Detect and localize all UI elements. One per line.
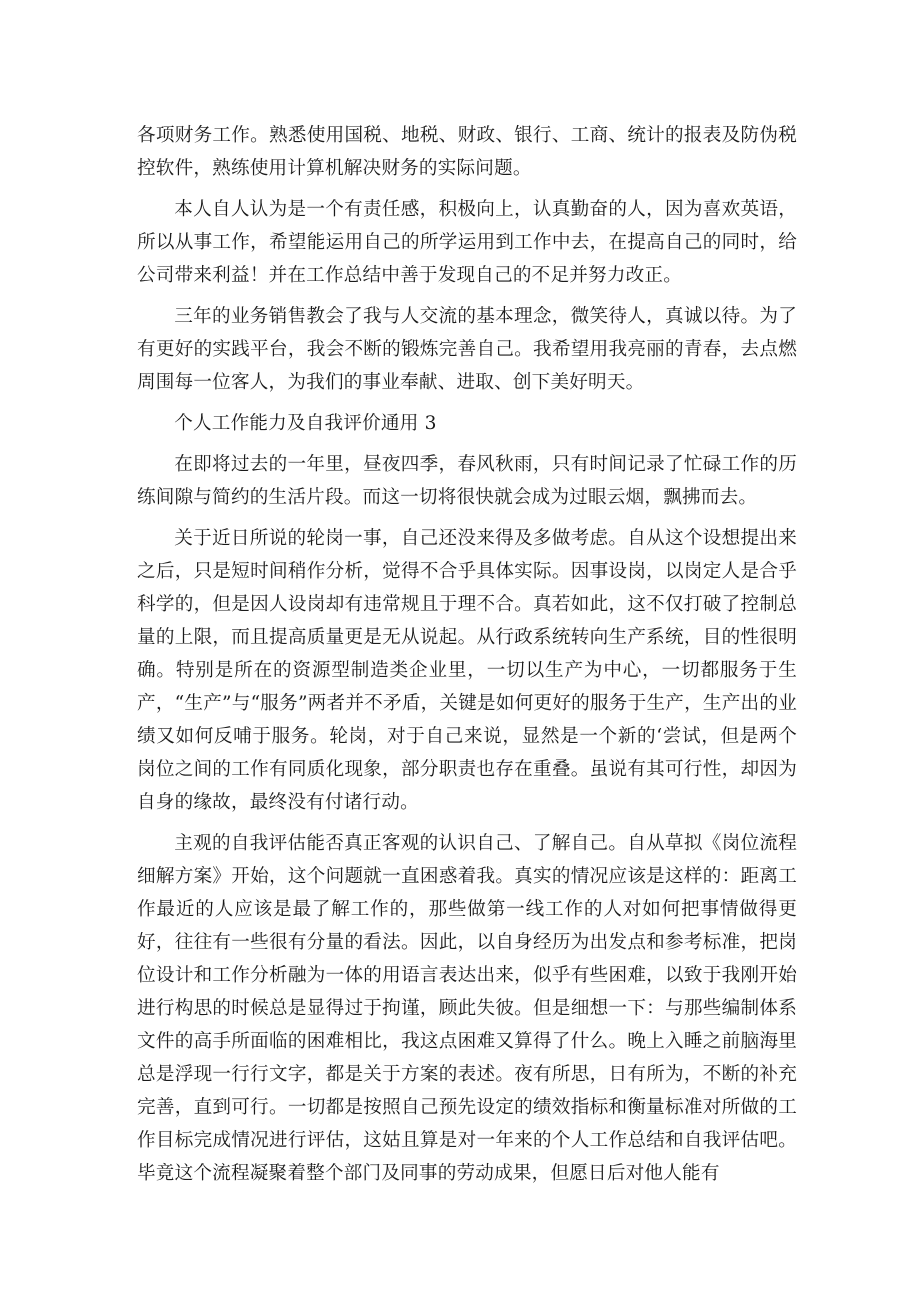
paragraph-year-review: 在即将过去的一年里，昼夜四季，春风秋雨，只有时间记录了忙碌工作的历练间隙与简约的生活片段。而这一切将很快就会成为过眼云烟，飘拂而去。: [137, 454, 797, 508]
paragraph-self-evaluation: 主观的自我评估能否真正客观的认识自己、了解自己。自从草拟《岗位流程细解方案》开始，这个问题就一直困惑着我。真实的情况应该是这样的：距离工作最近的人应该是最了解工作的，那些做第一线工作的人对如何把事情做得更好，往往有一些很有分量的看法。因此，以自身经历为出发点和参考标准，把岗位设计和工作分析融为一体的用语言表达出来，似乎有些困难，以致于我刚开始进行构思的时候总是显得过于拘谨，顾此失彼。但是细想一下：与那些编制体系文件的高手所面临的困难相比，我这点困难又算得了什么。晚上入睡之前脑海里总是浮现一行行文字，都是关于方案的表述。夜有所思，日有所为，不断的补充完善，直到可行。一切都是按照自己预先设定的绩效指标和衡量标准对所做的工作目标完成情况进行评估，这姑且算是对一年来的个人工作总结和自我评估吧。毕竟这个流程凝聚着整个部门及同事的劳动成果，但愿日后对他人能有: [137, 833, 797, 1184]
paragraph-continued: 各项财务工作。熟悉使用国税、地税、财政、银行、工商、统计的报表及防伪税控软件，熟练使用计算机解决财务的实际问题。: [137, 125, 797, 179]
document-body: [137, 119, 797, 1198]
paragraph-sales-experience: 三年的业务销售教会了我与人交流的基本理念，微笑待人，真诚以待。为了有更好的实践平台，我会不断的锻炼完善自己。我希望用我亮丽的青春，去点燃周围每一位客人，为我们的事业奉献、进取、创下美好明天。: [137, 306, 797, 393]
paragraph-self-assessment: 本人自人认为是一个有责任感，积极向上，认真勤奋的人，因为喜欢英语，所以从事工作，希望能运用自己的所学运用到工作中去，在提高自己的同时，给公司带来利益！并在工作总结中善于发现自己的不足并努力改正。: [137, 199, 797, 286]
section-heading: 个人工作能力及自我评价通用 3: [174, 413, 437, 434]
paragraph-job-rotation: 关于近日所说的轮岗一事，自己还没来得及多做考虑。自从这个设想提出来之后，只是短时间稍作分析，觉得不合乎具体实际。因事设岗，以岗定人是合乎科学的，但是因人设岗却有违常规且于理不合。真若如此，这不仅打破了控制总量的上限，而且提高质量更是无从说起。从行政系统转向生产系统，目的性很明确。特别是所在的资源型制造类企业里，一切以生产为中心，一切都服务于生产，“生产”与“服务”两者并不矛盾，关键是如何更好的服务于生产，生产出的业绩又如何反哺于服务。轮岗，对于自己来说，显然是一个新的‘尝试，但是两个岗位之间的工作有同质化现象，部分职责也存在重叠。虽说有其可行性，却因为自身的缘故，最终没有付诸行动。: [137, 528, 797, 813]
